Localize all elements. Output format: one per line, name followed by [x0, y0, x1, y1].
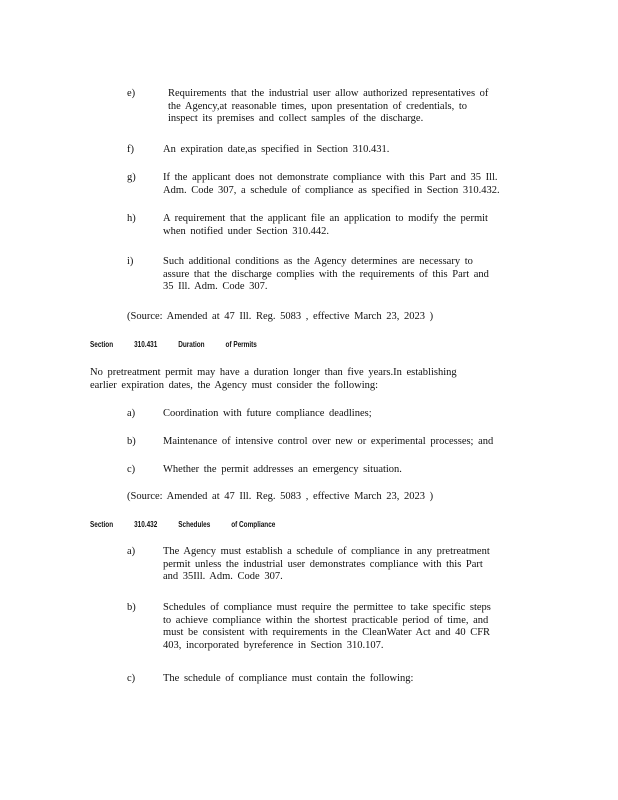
section-heading-310-431: [90, 340, 276, 349]
item-label: c): [127, 673, 136, 684]
item-text: Schedules of compliance must require the permittee to take specific steps to achieve compliance within the shortest practicable period of time, and must be consistent with requirements in the CleanWater Act and 40 CFR 403, incorporated byreference in Section 310.107.: [163, 602, 491, 651]
source-note: (Source: Amended at 47 Ill. Reg. 5083 , effective March 23, 2023 ): [127, 491, 434, 502]
item-label: g): [127, 172, 136, 183]
item-label: e): [127, 88, 136, 99]
item-text: A requirement that the applicant file an application to modify the permit when notified under Section 310.442.: [163, 213, 488, 237]
section-suffix: of Permits: [225, 340, 257, 349]
section-code: 310.431: [134, 340, 158, 349]
item-text: The Agency must establish a schedule of compliance in any pretreatment permit unless the industrial user demonstrates compliance with this Part and 35Ill. Adm. Code 307.: [163, 546, 490, 582]
section-suffix: of Compliance: [231, 520, 276, 529]
item-label: f): [127, 144, 134, 155]
section-heading-310-432: [90, 520, 295, 529]
section-title: Duration: [178, 340, 205, 349]
item-label: c): [127, 464, 136, 475]
item-text: Maintenance of intensive control over new or experimental processes; and: [163, 436, 494, 447]
section-title: Schedules: [178, 520, 211, 529]
item-text: An expiration date,as specified in Section 310.431.: [163, 144, 390, 155]
item-label: a): [127, 408, 136, 419]
item-text: Coordination with future compliance deadlines;: [163, 408, 372, 419]
item-label: a): [127, 546, 136, 557]
item-label: h): [127, 213, 136, 224]
item-label: b): [127, 436, 136, 447]
paragraph-duration: No pretreatment permit may have a duration longer than five years.In establishing earlier expiration dates, the Agency must consider the following:: [90, 367, 457, 391]
section-code: 310.432: [134, 520, 158, 529]
source-note: (Source: Amended at 47 Ill. Reg. 5083 , effective March 23, 2023 ): [127, 311, 434, 322]
item-label: b): [127, 602, 136, 613]
item-text: Such additional conditions as the Agency determines are necessary to assure that the discharge complies with the requirements of this Part and 35 Ill. Adm. Code 307.: [163, 256, 489, 292]
item-label: i): [127, 256, 134, 267]
item-text: If the applicant does not demonstrate compliance with this Part and 35 Ill. Adm. Code 307, a schedule of compliance as specified in Section 310.432.: [163, 172, 500, 196]
section-label: Section: [90, 340, 114, 349]
item-text: The schedule of compliance must contain the following:: [163, 673, 414, 684]
item-text: Requirements that the industrial user allow authorized representatives of the Agency,at reasonable times, upon presentation of credentials, to inspect its premises and collect samples of the discharge.: [168, 88, 489, 124]
section-label: Section: [90, 520, 114, 529]
item-text: Whether the permit addresses an emergency situation.: [163, 464, 402, 475]
